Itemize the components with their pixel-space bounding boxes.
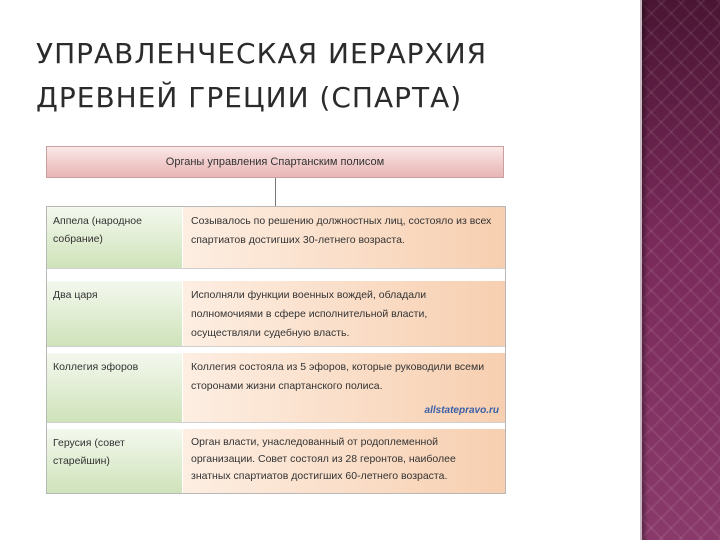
table-row [47, 207, 505, 269]
body-description-text: Коллегия состояла из 5 эфоров, которые руководили всеми сторонами жизни спартанского полиса. [191, 361, 485, 392]
body-description: Орган власти, унаследованный от родоплеменной организации. Совет состоял из 28 геронтов, наиболее знатных спартиатов достигших 60-летнего возраста. [183, 429, 505, 493]
diagram-header: Органы управления Спартанским полисом [46, 146, 504, 178]
slide-title-line-2: ДРЕВНЕЙ ГРЕЦИИ (СПАРТА) [36, 81, 463, 114]
watermark-text: allstatepravo.ru [424, 405, 499, 416]
connector-line [275, 178, 276, 206]
table-row [47, 429, 505, 493]
slide-title [36, 32, 596, 120]
slide-title-line-1: УПРАВЛЕНЧЕСКАЯ ИЕРАРХИЯ [36, 37, 488, 70]
governance-table [46, 206, 506, 494]
body-name: Герусия (совет старейшин) [47, 429, 183, 493]
body-name: Два царя [47, 281, 183, 346]
body-name: Аппела (народное собрание) [47, 207, 183, 268]
body-description [183, 353, 505, 422]
table-row [47, 281, 505, 347]
decorative-side-band [642, 0, 720, 540]
body-name: Коллегия эфоров [47, 353, 183, 422]
body-description: Исполняли функции военных вождей, обладали полномочиями в сфере исполнительной власти, осуществляли судебную власть. [183, 281, 505, 346]
body-description: Созывалось по решению должностных лиц, состояло из всех спартиатов достигших 30-летнего возраста. [183, 207, 505, 268]
table-row [47, 353, 505, 423]
